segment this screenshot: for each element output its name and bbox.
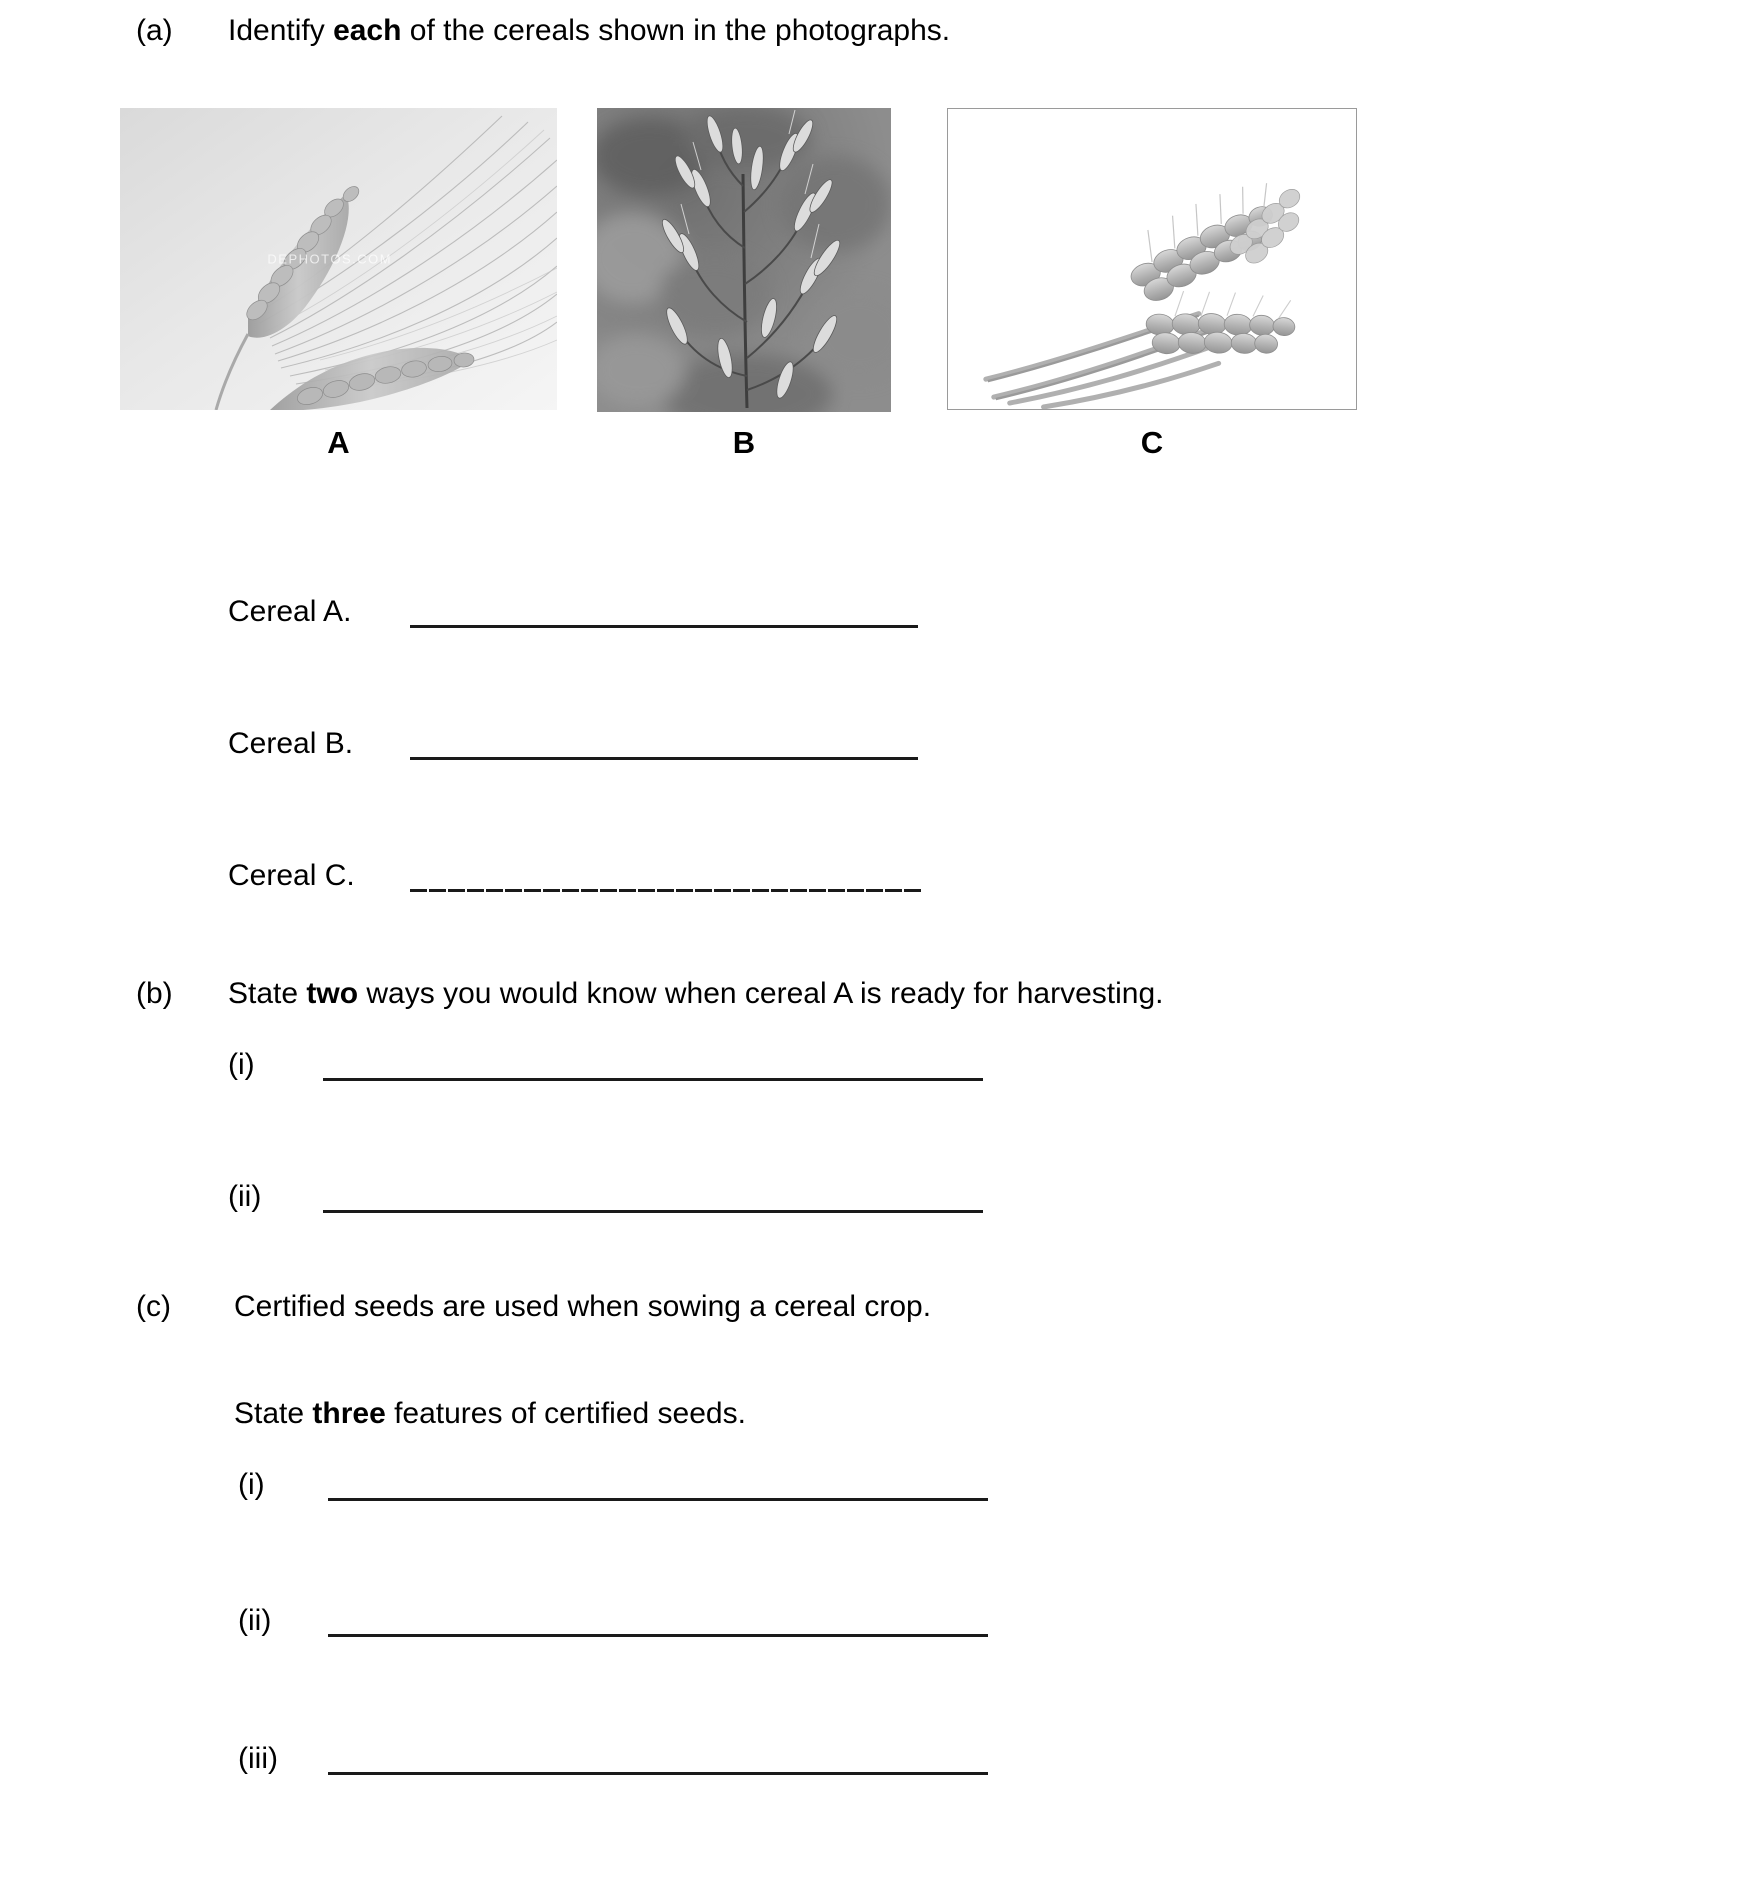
- barley-ear-photo: [120, 108, 557, 410]
- part-c-item-i-marker: (i): [238, 1468, 265, 1501]
- cereal-b-answer-blank[interactable]: [410, 740, 918, 760]
- part-c-label: (c): [136, 1290, 171, 1323]
- photo-watermark: DEPHOTOS.COM: [267, 251, 393, 267]
- part-c-item-i: [238, 1468, 988, 1501]
- question-part-a: [136, 12, 950, 50]
- cereal-c-answer-blank[interactable]: [410, 875, 922, 892]
- part-a-text: [228, 12, 950, 50]
- part-c-text-after: features of certified seeds.: [385, 1397, 746, 1430]
- question-part-b: [136, 975, 1163, 1013]
- part-b-text-after: ways you would know when cereal A is ready for harvesting.: [358, 977, 1164, 1010]
- part-b-item-ii-blank[interactable]: [323, 1193, 983, 1213]
- part-b-text: [228, 975, 1163, 1013]
- part-a-text-before: Identify: [228, 14, 334, 47]
- cereal-c-prompt: Cereal C.: [228, 859, 355, 892]
- cereal-b-answer-row: [228, 727, 918, 760]
- cereal-a-prompt: Cereal A.: [228, 595, 352, 628]
- photo-caption-b: B: [732, 425, 756, 460]
- oat-panicle-photo: [597, 108, 891, 412]
- part-b-label: (b): [136, 977, 173, 1010]
- part-b-item-ii: [228, 1180, 983, 1213]
- part-c-item-iii-marker: (iii): [238, 1742, 278, 1775]
- cereal-c-answer-row: [228, 859, 922, 892]
- part-c-text-bold: three: [312, 1397, 386, 1430]
- photo-caption-a: A: [327, 425, 350, 460]
- part-c-item-ii-marker: (ii): [238, 1604, 272, 1637]
- part-b-item-i-marker: (i): [228, 1048, 255, 1081]
- part-c-item-ii-blank[interactable]: [328, 1617, 988, 1637]
- question-part-c: [136, 1288, 931, 1326]
- part-a-text-bold: each: [333, 14, 402, 47]
- part-b-item-i: [228, 1048, 983, 1081]
- part-b-item-i-blank[interactable]: [323, 1061, 983, 1081]
- part-b-item-ii-marker: (ii): [228, 1180, 262, 1213]
- cereal-a-answer-row: [228, 595, 918, 628]
- part-c-text-line2: [234, 1395, 746, 1433]
- cereal-b-prompt: Cereal B.: [228, 727, 354, 760]
- part-b-text-bold: two: [306, 977, 359, 1010]
- part-a-label: (a): [136, 14, 173, 47]
- part-a-text-after: of the cereals shown in the photographs.: [401, 14, 951, 47]
- part-c-text-line1: Certified seeds are used when sowing a cereal crop.: [234, 1290, 932, 1323]
- part-c-item-iii-blank[interactable]: [328, 1755, 988, 1775]
- part-b-text-before: State: [228, 977, 307, 1010]
- part-c-item-i-blank[interactable]: [328, 1481, 988, 1501]
- photograph-strip: [0, 108, 1740, 418]
- part-c-text-before: State: [234, 1397, 313, 1430]
- cereal-a-answer-blank[interactable]: [410, 608, 918, 628]
- part-c-item-ii: [238, 1604, 988, 1637]
- wheat-ears-photo: [947, 108, 1357, 410]
- part-c-instruction: [234, 1395, 746, 1433]
- part-c-item-iii: [238, 1742, 988, 1775]
- photo-caption-c: C: [1140, 425, 1164, 460]
